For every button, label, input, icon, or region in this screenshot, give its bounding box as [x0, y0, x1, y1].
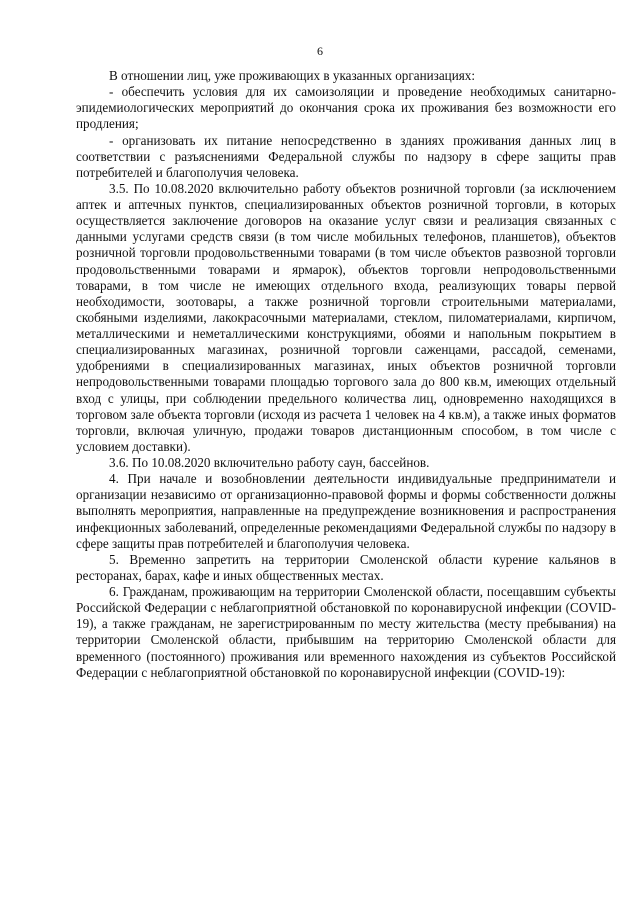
paragraph-3-6-saunas: 3.6. По 10.08.2020 включительно работу саун, бассейнов.: [109, 455, 430, 470]
document-body: [76, 68, 616, 681]
page-number: 6: [317, 44, 323, 58]
paragraph-self-isolation: - обеспечить условия для их самоизоляции и проведение необходимых санитарно-эпидемиологических мероприятий до окончания срока их проживания без возможности его продления;: [76, 84, 616, 132]
paragraph-residents-intro: В отношении лиц, уже проживающих в указанных организациях:: [109, 68, 476, 83]
paragraph-6-citizens: 6. Гражданам, проживающим на территории Смоленской области, посещавшим субъекты Российской Федерации с неблагоприятной обстановкой по коронавирусной инфекции (COVID-19), а также гражданам, не зарегистрированным по месту жительства (месту пребывания) на территории Смоленской области, прибывшим на территорию Смоленской области для временного (постоянного) проживания или временного нахождения из субъектов Российской Федерации с неблагоприятной обстановкой по коронавирусной инфекции (COVID-19):: [76, 584, 616, 680]
paragraph-meals: - организовать их питание непосредственно в зданиях проживания данных лиц в соответствии с разъяснениями Федеральной службы по надзору в сфере защиты прав потребителей и благополучия человека.: [76, 132, 616, 180]
paragraph-5-hookah-ban: 5. Временно запретить на территории Смоленской области курение кальянов в ресторанах, барах, кафе и иных общественных местах.: [76, 551, 616, 583]
paragraph-3-5-retail: 3.5. По 10.08.2020 включительно работу объектов розничной торговли (за исключением аптек и аптечных пунктов, специализированных объектов розничной торговли, в которых осуществляется заключение договоров на оказание услуг связи и реализация связанных с данными услугами средств связи (в том числе мобильных телефонов, планшетов), объектов розничной торговли продовольственными товарами (в том числе объектов развозной торговли продовольственными товарами и ярмарок), объектов торговли непродовольственными товарами, в том числе не имеющих отдельного входа, реализующих товары первой необходимости, зоотовары, а также розничной торговли строительными материалами, скобяными изделиями, лакокрасочными материалами, стеклом, пиломатериалами, кирпичом, металлическими и неметаллическими конструкциями, обоями и напольным покрытием в специализированных магазинах, розничной торговли саженцами, рассадой, семенами, удобрениями в специализированных магазинах, иных объектов розничной торговли непродовольственными товарами площадью торгового зала до 800 кв.м, имеющих отдельный вход с улицы, при соблюдении предельного количества лиц, одновременно находящихся в торговом зале объекта торговли (исходя из расчета 1 человек на 4 кв.м), а также иных форматов торговли, включая уличную, продажи товаров дистанционным способом, в том числе с условием доставки).: [76, 180, 616, 454]
paragraph-4-business-measures: 4. При начале и возобновлении деятельности индивидуальные предприниматели и организации независимо от организационно-правовой формы и формы собственности должны выполнять мероприятия, направленные на предупреждение возникновения и распространения инфекционных заболеваний, определенные рекомендациями Федеральной службы по надзору в сфере защиты прав потребителей и благополучия человека.: [76, 471, 616, 551]
